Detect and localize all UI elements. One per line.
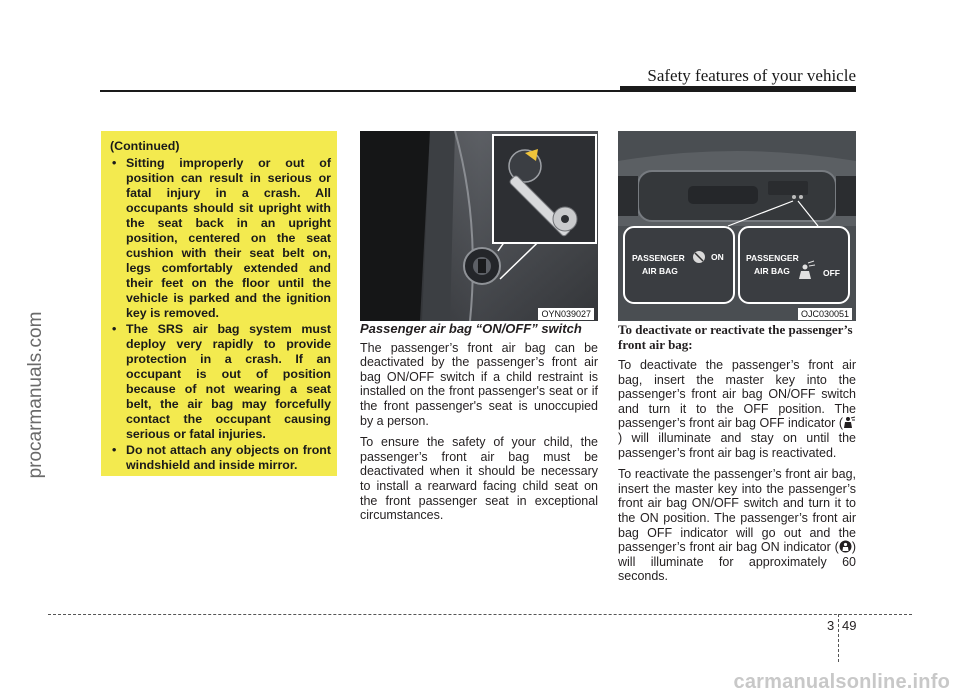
on-state: ON	[711, 252, 724, 262]
off-label-line2: AIR BAG	[754, 266, 790, 276]
figure-indicator-panel	[618, 131, 856, 321]
figure-code: OJC030051	[798, 308, 852, 320]
section-number: 3	[827, 618, 835, 633]
text-segment: To deactivate the passenger’s front air bag, insert the master key into the passenger’s front air bag ON/OFF switch and turn it to the OFF position. The passenger’s front air bag OFF indicator (	[618, 358, 856, 431]
continued-label: (Continued)	[110, 139, 180, 153]
footer-rule	[48, 614, 912, 615]
figure-airbag-switch	[360, 131, 598, 321]
airbag-switch-illustration	[360, 131, 598, 321]
warning-list	[108, 156, 331, 473]
paragraph-deactivate	[618, 358, 856, 460]
paragraph: The passenger’s front air bag can be deactivated by the passenger’s front air bag ON/OFF switch if a child restraint is installed on the front passenger's seat or if the front passenger's seat is unoccupied by a person.	[360, 340, 598, 428]
header-rule-accent	[620, 86, 856, 92]
on-label-line1: PASSENGER	[632, 253, 685, 263]
on-label-line2: AIR BAG	[642, 266, 678, 276]
off-state: OFF	[823, 268, 840, 278]
paragraph: To ensure the safety of your child, the passenger’s front air bag must be deactivated when it should be necessary to install a rearward facing child seat on the front passenger seat in exceptional circumstances.	[360, 435, 598, 523]
text-segment: To reactivate the passenger’s front air bag, insert the master key into the passenger’s front air bag ON/OFF switch and turn it to the ON position. The passenger’s front air bag OFF indicator will go out and the passenger’s front air bag ON indicator (	[618, 467, 856, 555]
airbag-off-indicator-icon	[843, 416, 856, 429]
subheading: Passenger air bag “ON/OFF” switch	[360, 321, 582, 336]
figure-code: OYN039027	[538, 308, 594, 320]
column-switch-description	[360, 322, 598, 530]
off-label-line1: PASSENGER	[746, 253, 799, 263]
section-title: Safety features of your vehicle	[647, 66, 856, 85]
paragraph-reactivate	[618, 467, 856, 584]
text-segment: ) will illuminate and stay on until the passenger’s front air bag is reactivated.	[618, 430, 856, 460]
warning-item: • Sitting improperly or out of position can result in serious or fatal injury in a crash. All occupants should sit upright with the seat back in an upright position, centered on the seat cushion with their seat belt on, legs comfortably extended and their feet on the floor until the vehicle is parked and the ignition key is removed.	[108, 156, 331, 321]
indicator-panel-illustration	[618, 131, 856, 321]
side-watermark: procarmanuals.com	[25, 311, 46, 479]
column-deactivate-instructions	[618, 322, 856, 591]
warning-item: • The SRS air bag system must deploy very rapidly to provide protection in a crash. If an occupant is out of position because of not wearing a seat belt, the air bag may forcefully contact the occupant causing serious or fatal injuries.	[108, 322, 331, 442]
page-number: 49	[842, 618, 857, 633]
text-segment: ) will illuminate for approximately 60 seconds.	[618, 540, 856, 584]
page-number-divider	[838, 614, 839, 662]
airbag-on-indicator-icon	[839, 540, 852, 553]
instructions-heading: To deactivate or reactivate the passenger’s front air bag:	[618, 322, 853, 352]
warning-box	[101, 131, 337, 476]
bottom-watermark: carmanualsonline.info	[733, 671, 950, 693]
warning-item: • Do not attach any objects on front windshield and inside mirror.	[108, 443, 331, 473]
